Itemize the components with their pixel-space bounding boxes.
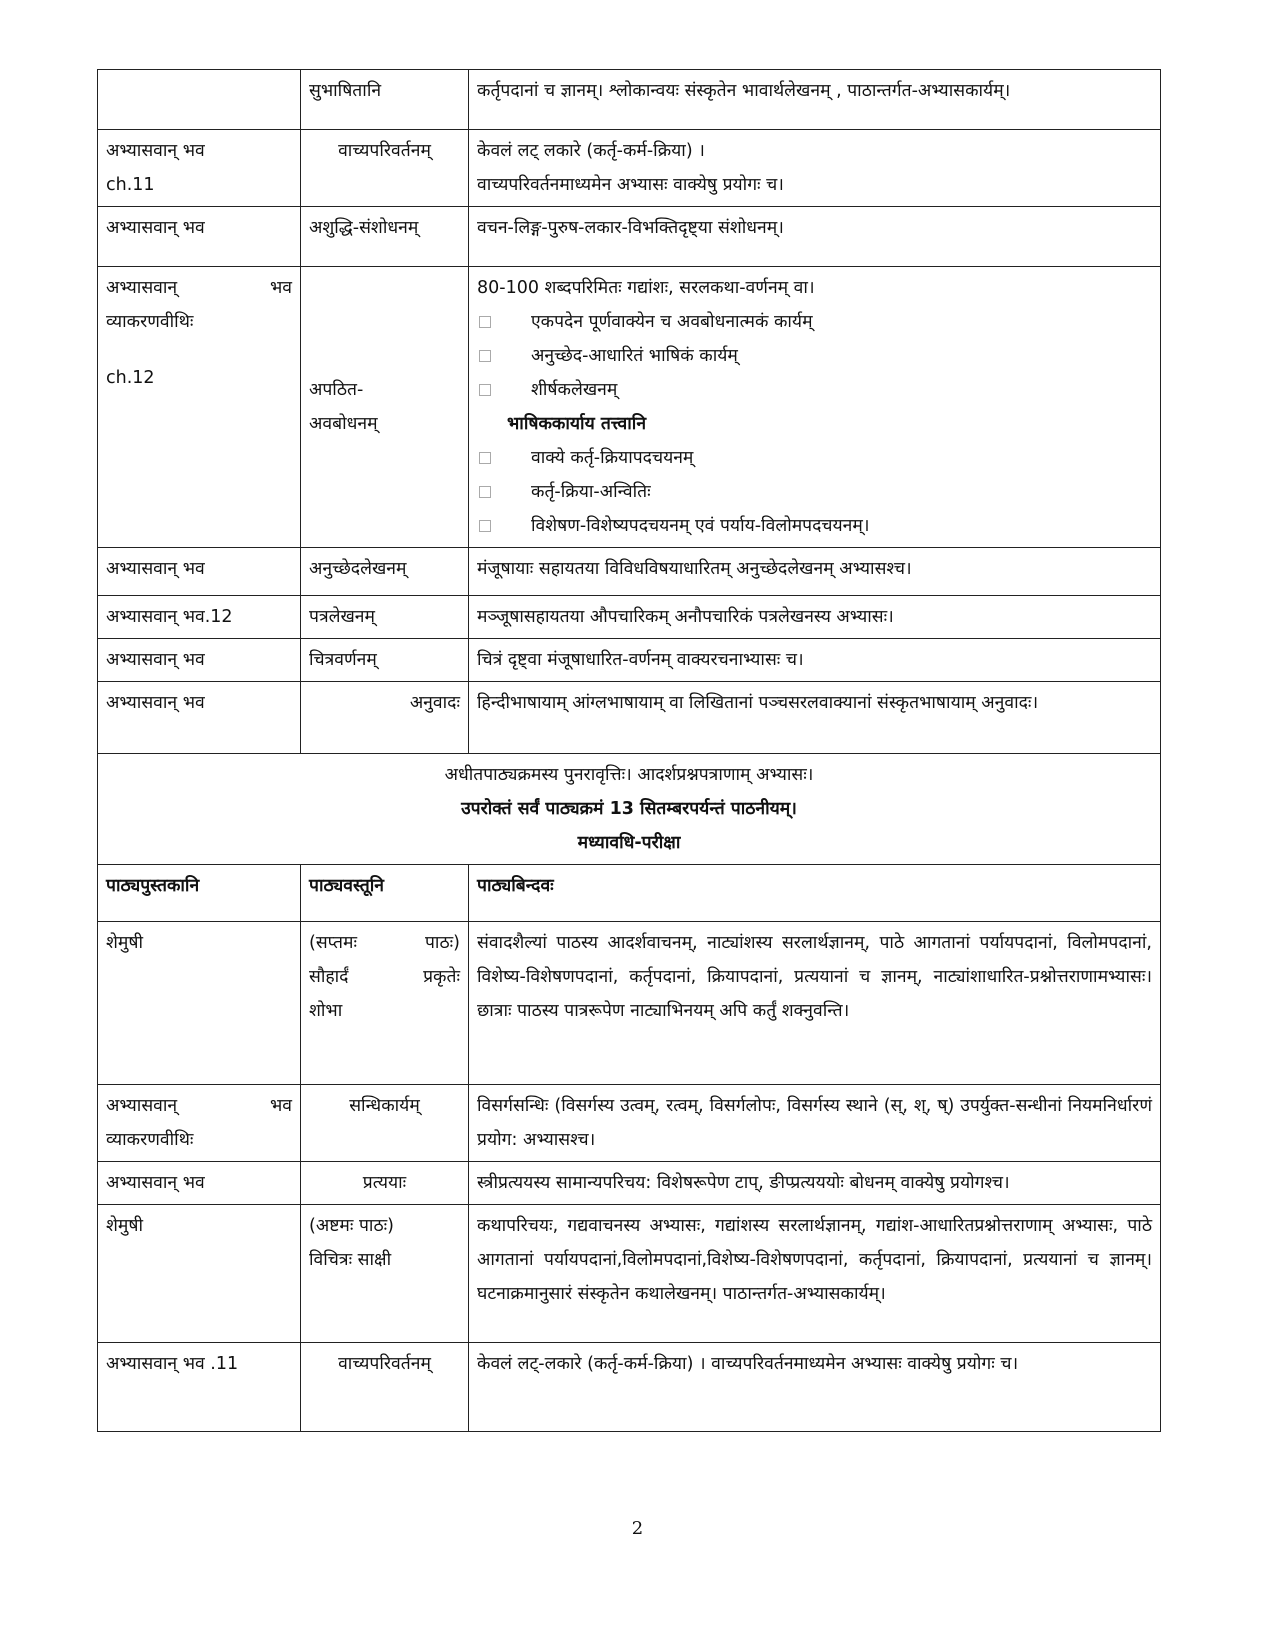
table-row <box>98 1205 1161 1343</box>
chapter-label: ch.11 <box>106 175 155 195</box>
book-cell <box>98 70 301 130</box>
content-cell: अनुवादः <box>301 682 469 754</box>
table-row <box>98 70 1161 130</box>
exam-title: मध्यावधि-परीक्षा <box>577 833 681 853</box>
table-row <box>98 548 1161 596</box>
table-row <box>98 1343 1161 1432</box>
table-header-row <box>98 865 1161 922</box>
table-row <box>98 130 1161 207</box>
book-cell: अभ्यासवान् भव <box>98 682 301 754</box>
content-line: विचित्रः साक्षी <box>309 1250 392 1270</box>
content-cell <box>301 267 469 548</box>
content-cell: सुभाषितानि <box>301 70 469 130</box>
sub-heading: भाषिककार्याय तत्त्वानि <box>507 414 647 434</box>
content-cell: वाच्यपरिवर्तनम् <box>301 130 469 207</box>
chapter-label: ch.12 <box>106 368 155 388</box>
points-cell: वचन-लिङ्ग-पुरुष-लकार-विभक्तिदृष्ट्या संशोधनम्। <box>469 207 1161 267</box>
book-cell <box>98 130 301 207</box>
list-item: वाक्ये कर्तृ-क्रियापदचयनम् <box>477 441 1152 475</box>
table-row <box>98 267 1161 548</box>
book-cell: अभ्यासवान् भव.12 <box>98 596 301 639</box>
book-name-suffix: भव <box>269 278 292 298</box>
column-header: पाठ्यपुस्तकानि <box>98 865 301 922</box>
book-cell: अभ्यासवान् भव <box>98 639 301 682</box>
points-cell: संवादशैल्यां पाठस्य आदर्शवाचनम्, नाट्यांशस्य सरलार्थज्ञानम्, पाठे आगतानां पर्यायपदानां, विलोमपदानां, विशेष्य-विशेषणपदानां, कर्तृपदानां, क्रियापदानां, प्रत्ययानां च ज्ञानम्, नाट्यांशाधारित-प्रश्नोत्तराणामभ्यासः। छात्राः पाठस्य पात्ररूपेण नाट्याभिनयम् अपि कर्तुं शक्नुवन्ति। <box>469 922 1161 1085</box>
checkbox-bullet-icon <box>479 316 491 328</box>
checkbox-bullet-icon <box>479 452 491 464</box>
content-line: (अष्टमः पाठः) <box>309 1216 394 1236</box>
points-cell: विसर्गसन्धिः (विसर्गस्य उत्वम्, रत्वम्, विसर्गलोपः, विसर्गस्य स्थाने (स्, श्, ष्) उपर्युक्त-सन्धीनां नियमनिर्धारणं प्रयोग: अभ्यासश्च। <box>469 1085 1161 1162</box>
points-line: केवलं लट् लकारे (कर्तृ-कर्म-क्रिया) । <box>477 141 705 161</box>
book-cell <box>98 267 301 548</box>
points-cell: कर्तृपदानां च ज्ञानम्। श्लोकान्वयः संस्कृतेन भावार्थलेखनम् , पाठान्तर्गत-अभ्यासकार्यम्। <box>469 70 1161 130</box>
table-row <box>98 1085 1161 1162</box>
book-cell: शेमुषी <box>98 922 301 1085</box>
content-line: शोभा <box>309 1001 343 1021</box>
revision-note-cell <box>98 754 1161 865</box>
list-item: विशेषण-विशेष्यपदचयनम् एवं पर्याय-विलोमपदचयनम्। <box>477 509 1152 543</box>
list-item: अनुच्छेद-आधारितं भाषिकं कार्यम् <box>477 339 1152 373</box>
points-cell <box>469 130 1161 207</box>
content-cell: सन्धिकार्यम् <box>301 1085 469 1162</box>
content-line: अवबोधनम् <box>309 414 378 434</box>
syllabus-table <box>97 69 1161 1432</box>
book-cell: अभ्यासवान् भव <box>98 1162 301 1205</box>
points-cell: मञ्जूषासहायतया औपचारिकम् अनौपचारिकं पत्रलेखनस्य अभ्यासः। <box>469 596 1161 639</box>
table-row <box>98 754 1161 865</box>
book-cell: अभ्यासवान् भव <box>98 548 301 596</box>
points-intro: 80-100 शब्दपरिमितः गद्यांशः, सरलकथा-वर्णनम् वा। <box>477 278 815 298</box>
content-cell <box>301 1205 469 1343</box>
points-cell <box>469 267 1161 548</box>
table-row <box>98 922 1161 1085</box>
checkbox-bullet-icon <box>479 486 491 498</box>
list-item: शीर्षकलेखनम् <box>477 373 1152 407</box>
content-cell: वाच्यपरिवर्तनम् <box>301 1343 469 1432</box>
list-item: कर्तृ-क्रिया-अन्वितिः <box>477 475 1152 509</box>
points-cell: कथापरिचयः, गद्यवाचनस्य अभ्यासः, गद्यांशस्य सरलार्थज्ञानम्, गद्यांश-आधारितप्रश्नोत्तराणाम् अभ्यासः, पाठे आगतानां पर्यायपदानां,विलोमपदानां,विशेष्य-विशेषणपदानां, कर्तृपदानां, क्रियापदानां, प्रत्ययानां च ज्ञानम्। घटनाक्रमानुसारं संस्कृतेन कथालेखनम्। पाठान्तर्गत-अभ्यासकार्यम्। <box>469 1205 1161 1343</box>
book-name: अभ्यासवान् <box>106 278 178 298</box>
content-line: अपठित- <box>309 380 364 400</box>
book-cell: शेमुषी <box>98 1205 301 1343</box>
page-number: 2 <box>631 1518 644 1539</box>
table-row <box>98 1162 1161 1205</box>
book-name: अभ्यासवान् भव <box>106 141 205 161</box>
points-line: वाच्यपरिवर्तनमाध्यमेन अभ्यासः वाक्येषु प्रयोगः च। <box>477 175 784 195</box>
content-cell: चित्रवर्णनम् <box>301 639 469 682</box>
grammar-book-name: व्याकरणवीथिः <box>106 312 194 332</box>
table-row <box>98 639 1161 682</box>
table-row <box>98 207 1161 267</box>
revision-note: अधीतपाठ्यक्रमस्य पुनरावृत्तिः। आदर्शप्रश्नपत्राणाम् अभ्यासः। <box>444 765 814 785</box>
points-cell: मंजूषायाः सहायतया विविधविषयाधारितम् अनुच्छेदलेखनम् अभ्यासश्च। <box>469 548 1161 596</box>
points-cell: चित्रं दृष्ट्वा मंजूषाधारित-वर्णनम् वाक्यरचनाभ्यासः च। <box>469 639 1161 682</box>
content-cell <box>301 922 469 1085</box>
book-cell: अभ्यासवान् भव <box>98 207 301 267</box>
grammar-book-name: व्याकरणवीथिः <box>106 1130 194 1150</box>
table-row <box>98 682 1161 754</box>
column-header: पाठ्यबिन्दवः <box>469 865 1161 922</box>
content-cell: प्रत्ययाः <box>301 1162 469 1205</box>
content-cell: अशुद्धि-संशोधनम् <box>301 207 469 267</box>
completion-note: उपरोक्तं सर्वं पाठ्यक्रमं 13 सितम्बरपर्यन्तं पाठनीयम्। <box>461 799 797 819</box>
content-cell: पत्रलेखनम् <box>301 596 469 639</box>
checkbox-bullet-icon <box>479 350 491 362</box>
list-item: एकपदेन पूर्णवाक्येन च अवबोधनात्मकं कार्यम् <box>477 305 1152 339</box>
column-header: पाठ्यवस्तूनि <box>301 865 469 922</box>
book-cell: अभ्यासवान् भव .11 <box>98 1343 301 1432</box>
content-line: सौहार्दं प्रकृतेः <box>309 967 460 987</box>
points-cell: हिन्दीभाषायाम् आंग्लभाषायाम् वा लिखितानां पञ्चसरलवाक्यानां संस्कृतभाषायाम् अनुवादः। <box>469 682 1161 754</box>
content-line: (सप्तमः पाठः) <box>309 933 460 953</box>
book-cell <box>98 1085 301 1162</box>
book-name-line <box>106 271 292 305</box>
points-cell: स्त्रीप्रत्ययस्य सामान्यपरिचय: विशेषरूपेण टाप्, ङीप्प्रत्यययोः बोधनम् वाक्येषु प्रयोगश्च। <box>469 1162 1161 1205</box>
content-cell: अनुच्छेदलेखनम् <box>301 548 469 596</box>
checkbox-bullet-icon <box>479 384 491 396</box>
book-name-line: अभ्यासवान् भव <box>106 1096 292 1116</box>
checkbox-bullet-icon <box>479 520 491 532</box>
points-cell: केवलं लट्-लकारे (कर्तृ-कर्म-क्रिया) । वाच्यपरिवर्तनमाध्यमेन अभ्यासः वाक्येषु प्रयोगः च। <box>469 1343 1161 1432</box>
table-row <box>98 596 1161 639</box>
